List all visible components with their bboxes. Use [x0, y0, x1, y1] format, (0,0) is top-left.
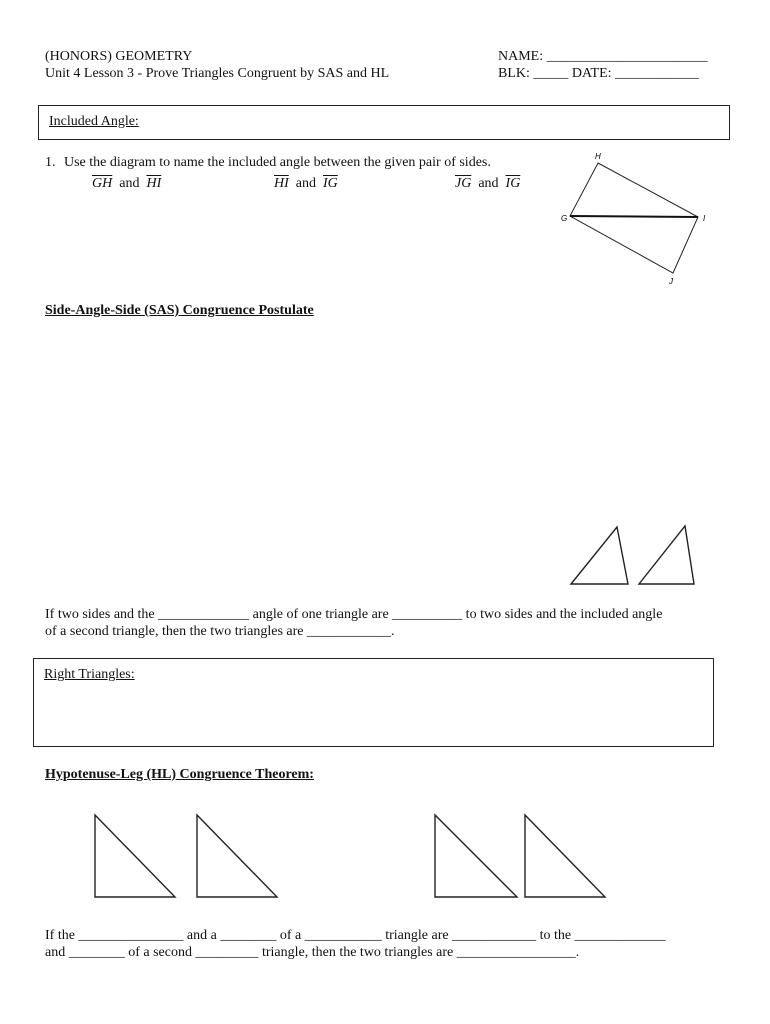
hl-triangle-4 — [525, 815, 605, 897]
side-pair-3 — [455, 176, 520, 192]
hl-triangles — [85, 808, 620, 903]
right-triangles-label: Right Triangles: — [44, 667, 135, 682]
side-pair-1 — [92, 176, 161, 192]
segment-ig: $\overline{IG}$ — [323, 176, 338, 191]
diagonal-gi — [570, 216, 698, 217]
segment-jg: $\overline{JG}$ — [455, 176, 472, 191]
included-angle-box — [38, 105, 730, 140]
hl-statement-line-2: and ________ of a second _________ triangle, then the two triangles are _________________. — [45, 945, 580, 960]
segment-hi: $\overline{HI}$ — [274, 176, 289, 191]
pair-connector: and — [292, 176, 320, 191]
vertex-label-j: J — [669, 277, 673, 286]
segment-gh: $\overline{GH}$ — [92, 176, 113, 191]
hl-triangle-2 — [197, 815, 277, 897]
sas-triangle-2 — [639, 526, 694, 584]
course-title: (HONORS) GEOMETRY — [45, 49, 193, 64]
sas-triangle-1 — [571, 527, 628, 584]
included-angle-label: Included Angle: — [49, 114, 139, 129]
hl-statement-line-1: If the _______________ and a ________ of a ___________ triangle are ____________ to the _____________ — [45, 928, 666, 943]
pair-connector: and — [474, 176, 503, 191]
sas-heading: Side-Angle-Side (SAS) Congruence Postulate — [45, 303, 314, 318]
hl-heading: Hypotenuse-Leg (HL) Congruence Theorem: — [45, 767, 314, 782]
segment-hi: $\overline{HI}$ — [146, 176, 162, 191]
lesson-title: Unit 4 Lesson 3 - Prove Triangles Congruent by SAS and HL — [45, 66, 390, 81]
pair-connector: and — [115, 176, 143, 191]
vertex-label-i: I — [703, 214, 706, 223]
vertex-label-g: G — [561, 214, 568, 223]
side-pair-2 — [274, 176, 338, 192]
question-text: Use the diagram to name the included angle between the given pair of sides. — [64, 155, 491, 170]
question-number: 1. — [45, 155, 56, 170]
name-field[interactable]: NAME: _______________________ — [498, 49, 708, 64]
sas-statement-line-1: If two sides and the _____________ angle of one triangle are __________ to two sides and the included angle — [45, 607, 663, 622]
segment-ig: $\overline{IG}$ — [505, 176, 521, 191]
parallelogram-outline — [570, 163, 698, 273]
hl-triangle-3 — [435, 815, 517, 897]
parallelogram-diagram — [555, 148, 715, 288]
blk-date-field[interactable]: BLK: _____ DATE: ____________ — [498, 66, 700, 81]
right-triangles-box — [33, 658, 714, 747]
hl-triangle-1 — [95, 815, 175, 897]
sas-statement-line-2: of a second triangle, then the two triangles are ____________. — [45, 624, 395, 639]
sas-triangles — [565, 520, 700, 590]
vertex-label-h: H — [595, 152, 601, 161]
